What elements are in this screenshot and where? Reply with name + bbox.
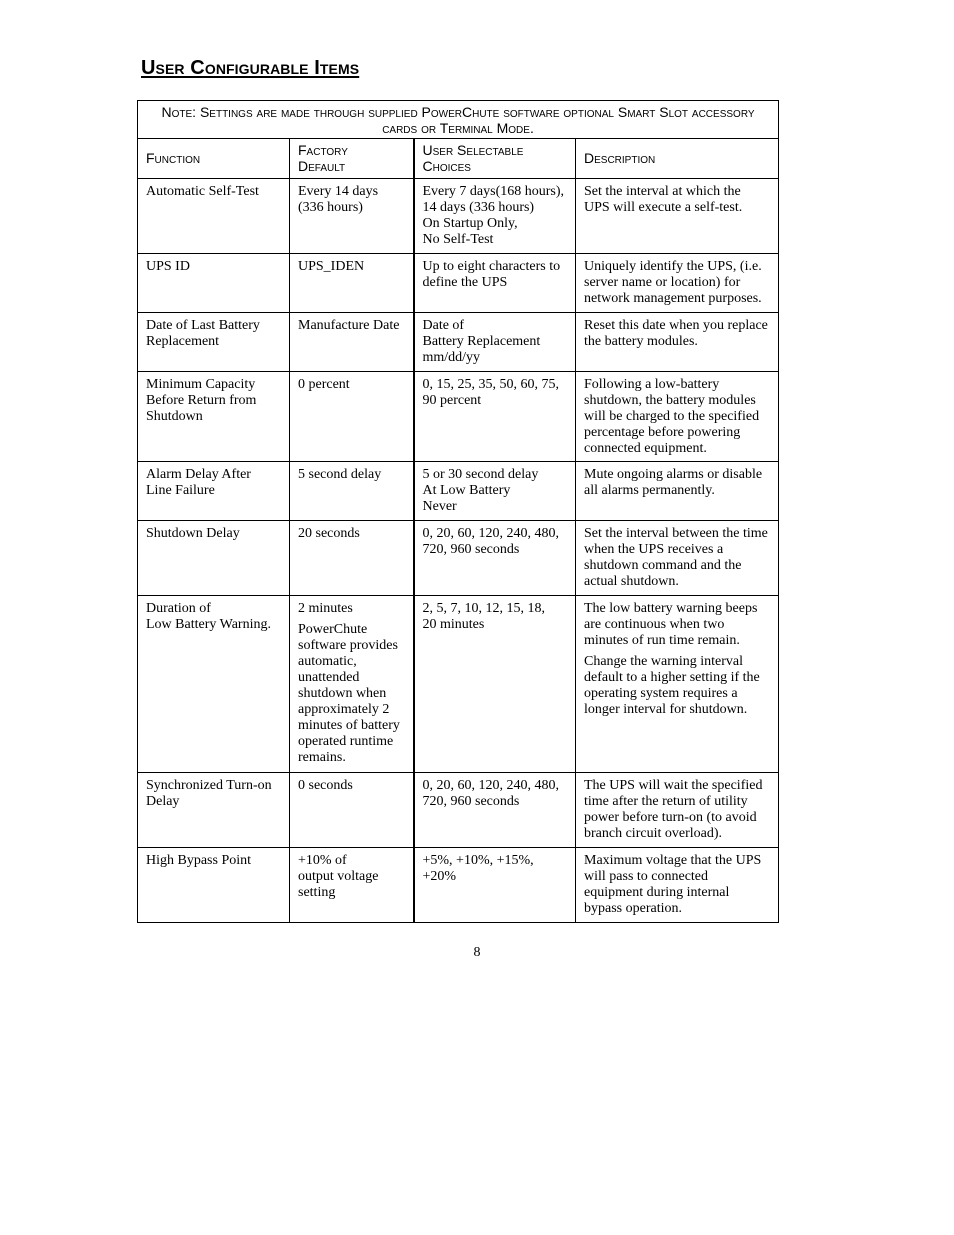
- cell-text-line: Before Return from: [146, 393, 257, 408]
- cell-text-line: remains.: [298, 750, 346, 765]
- cell-text-line: operating system requires a: [584, 686, 738, 701]
- cell-text-line: Battery Replacement: [422, 334, 541, 349]
- cell-text-line: Line Failure: [146, 483, 215, 498]
- cell-text-line: Every 14 days: [298, 184, 379, 199]
- cell-paragraph: [584, 654, 771, 718]
- cell-text-line: Minimum Capacity: [146, 377, 256, 392]
- cell-text-line: percentage before powering: [584, 425, 741, 440]
- cell-description: [576, 372, 779, 462]
- cell-description: [576, 462, 779, 521]
- cell-text-line: actual shutdown.: [584, 574, 679, 589]
- cell-text-line: minutes of battery: [298, 718, 400, 733]
- header-user-choices-line1: User Selectable: [422, 142, 524, 158]
- cell-text-line: Date of: [422, 318, 465, 333]
- cell-text-line: Replacement: [146, 334, 220, 349]
- cell-default: [290, 521, 414, 596]
- cell-text-line: unattended: [298, 670, 360, 685]
- cell-text-line: are continuous when two: [584, 617, 725, 632]
- cell-text-line: shutdown command and the: [584, 558, 742, 573]
- cell-choices: [414, 372, 576, 462]
- cell-text-line: The low battery warning beeps: [584, 601, 758, 616]
- cell-text-line: UPS ID: [146, 259, 190, 274]
- cell-text-line: Automatic Self-Test: [146, 184, 259, 199]
- cell-function: [138, 372, 290, 462]
- cell-text-line: 90 percent: [422, 393, 482, 408]
- cell-text-line: UPS_IDEN: [298, 259, 365, 274]
- cell-choices: [414, 254, 576, 313]
- cell-text-line: approximately 2: [298, 702, 390, 717]
- header-factory-default-line2: Default: [298, 158, 346, 174]
- cell-description: [576, 179, 779, 254]
- header-description: [576, 139, 779, 179]
- cell-text-line: automatic,: [298, 654, 357, 669]
- cell-default: [290, 596, 414, 773]
- cell-text-line: 2 minutes: [298, 601, 353, 616]
- cell-text-line: 0 percent: [298, 377, 350, 392]
- table-row: [138, 179, 779, 254]
- cell-default: [290, 848, 414, 923]
- header-description-label: Description: [584, 150, 656, 166]
- cell-choices: [414, 462, 576, 521]
- cell-default: [290, 462, 414, 521]
- cell-text-line: Delay: [146, 794, 180, 809]
- cell-text-line: network management purposes.: [584, 291, 762, 306]
- cell-text-line: On Startup Only,: [422, 216, 518, 231]
- cell-text-line: the battery modules.: [584, 334, 698, 349]
- cell-text-line: minutes of run time remain.: [584, 633, 740, 648]
- cell-text-line: Shutdown Delay: [146, 526, 240, 541]
- cell-text-line: 5 second delay: [298, 467, 382, 482]
- cell-text-line: Set the interval at which the: [584, 184, 741, 199]
- cell-description: [576, 596, 779, 773]
- cell-function: [138, 254, 290, 313]
- cell-default: [290, 773, 414, 848]
- cell-text-line: output voltage: [298, 869, 379, 884]
- cell-text-line: shutdown, the battery modules: [584, 393, 756, 408]
- table-row: [138, 596, 779, 773]
- cell-text-line: time after the return of utility: [584, 794, 748, 809]
- cell-text-line: 0, 15, 25, 35, 50, 60, 75,: [422, 377, 559, 392]
- cell-choices: [414, 313, 576, 372]
- cell-text-line: 0 seconds: [298, 778, 353, 793]
- cell-text-line: Every 7 days(168 hours),: [422, 184, 565, 199]
- cell-text-line: The UPS will wait the specified: [584, 778, 763, 793]
- cell-description: [576, 848, 779, 923]
- cell-text-line: all alarms permanently.: [584, 483, 715, 498]
- cell-text-line: 14 days (336 hours): [422, 200, 535, 215]
- table-row: [138, 462, 779, 521]
- cell-text-line: (336 hours): [298, 200, 363, 215]
- cell-text-line: operated runtime: [298, 734, 394, 749]
- cell-function: [138, 773, 290, 848]
- table-row: [138, 521, 779, 596]
- cell-text-line: Alarm Delay After: [146, 467, 251, 482]
- cell-text-line: Maximum voltage that the UPS: [584, 853, 762, 868]
- header-user-choices-line2: Choices: [422, 158, 471, 174]
- cell-text-line: Date of Last Battery: [146, 318, 260, 333]
- cell-description: [576, 254, 779, 313]
- table-row: [138, 313, 779, 372]
- cell-text-line: branch circuit overload).: [584, 826, 722, 841]
- cell-text-line: software provides: [298, 638, 398, 653]
- cell-text-line: Shutdown: [146, 409, 203, 424]
- page-number: 8: [473, 945, 481, 960]
- cell-function: [138, 313, 290, 372]
- cell-text-line: Low Battery Warning.: [146, 617, 271, 632]
- table-row: [138, 773, 779, 848]
- cell-text-line: UPS will execute a self-test.: [584, 200, 743, 215]
- cell-choices: [414, 773, 576, 848]
- cell-text-line: will pass to connected: [584, 869, 709, 884]
- cell-text-line: setting: [298, 885, 336, 900]
- cell-text-line: 20 seconds: [298, 526, 360, 541]
- table-row: [138, 848, 779, 923]
- cell-text-line: Following a low-battery: [584, 377, 720, 392]
- cell-text-line: Uniquely identify the UPS, (i.e.: [584, 259, 762, 274]
- config-items-table: [137, 100, 779, 923]
- cell-text-line: 720, 960 seconds: [422, 542, 520, 557]
- cell-text-line: default to a higher setting if the: [584, 670, 760, 685]
- cell-text-line: High Bypass Point: [146, 853, 252, 868]
- cell-text-line: power before turn-on (to avoid: [584, 810, 757, 825]
- cell-text-line: shutdown when: [298, 686, 387, 701]
- page-title: User Configurable Items: [141, 57, 360, 79]
- cell-default: [290, 372, 414, 462]
- cell-text-line: No Self-Test: [422, 232, 494, 247]
- cell-function: [138, 179, 290, 254]
- cell-text-line: Duration of: [146, 601, 211, 616]
- cell-text-line: 20 minutes: [422, 617, 485, 632]
- cell-text-line: longer interval for shutdown.: [584, 702, 748, 717]
- cell-text-line: connected equipment.: [584, 441, 707, 456]
- header-function: [138, 139, 290, 179]
- cell-text-line: Change the warning interval: [584, 654, 744, 669]
- cell-choices: [414, 848, 576, 923]
- cell-text-line: 5 or 30 second delay: [422, 467, 539, 482]
- cell-function: [138, 521, 290, 596]
- cell-text-line: 0, 20, 60, 120, 240, 480,: [422, 778, 559, 793]
- cell-text-line: PowerChute: [298, 622, 368, 637]
- cell-text-line: when the UPS receives a: [584, 542, 724, 557]
- cell-text-line: Up to eight characters to: [422, 259, 561, 274]
- cell-text-line: mm/dd/yy: [422, 350, 481, 365]
- cell-text-line: bypass operation.: [584, 901, 682, 916]
- header-row: [138, 139, 779, 179]
- cell-default: [290, 313, 414, 372]
- table-note: Note: Settings are made through supplied PowerChute software optional Smart Slot accessory cards or Terminal Mode.: [138, 101, 779, 139]
- cell-choices: [414, 179, 576, 254]
- header-factory-default-line1: Factory: [298, 142, 348, 158]
- cell-text-line: Set the interval between the time: [584, 526, 768, 541]
- cell-text-line: 0, 20, 60, 120, 240, 480,: [422, 526, 559, 541]
- cell-paragraph: [298, 622, 406, 766]
- cell-text-line: +20%: [422, 869, 457, 884]
- cell-function: [138, 596, 290, 773]
- cell-text-line: +5%, +10%, +15%,: [422, 853, 534, 868]
- cell-text-line: Manufacture Date: [298, 318, 400, 333]
- cell-choices: [414, 521, 576, 596]
- cell-text-line: At Low Battery: [422, 483, 511, 498]
- header-user-choices: [414, 139, 576, 179]
- note-row: [138, 101, 779, 139]
- cell-description: [576, 521, 779, 596]
- cell-text-line: Never: [422, 499, 457, 514]
- cell-text-line: server name or location) for: [584, 275, 741, 290]
- cell-function: [138, 848, 290, 923]
- cell-function: [138, 462, 290, 521]
- cell-choices: [414, 596, 576, 773]
- cell-text-line: define the UPS: [422, 275, 508, 290]
- header-factory-default: [290, 139, 414, 179]
- cell-text-line: equipment during internal: [584, 885, 730, 900]
- cell-text-line: will be charged to the specified: [584, 409, 760, 424]
- cell-default: [290, 254, 414, 313]
- cell-default: [290, 179, 414, 254]
- cell-text-line: +10% of: [298, 853, 347, 868]
- cell-text-line: 720, 960 seconds: [422, 794, 520, 809]
- cell-description: [576, 313, 779, 372]
- table-row: [138, 372, 779, 462]
- cell-text-line: Synchronized Turn-on: [146, 778, 272, 793]
- header-function-label: Function: [146, 150, 201, 166]
- table-row: [138, 254, 779, 313]
- cell-text-line: Mute ongoing alarms or disable: [584, 467, 763, 482]
- cell-text-line: Reset this date when you replace: [584, 318, 768, 333]
- cell-text-line: 2, 5, 7, 10, 12, 15, 18,: [422, 601, 545, 616]
- cell-description: [576, 773, 779, 848]
